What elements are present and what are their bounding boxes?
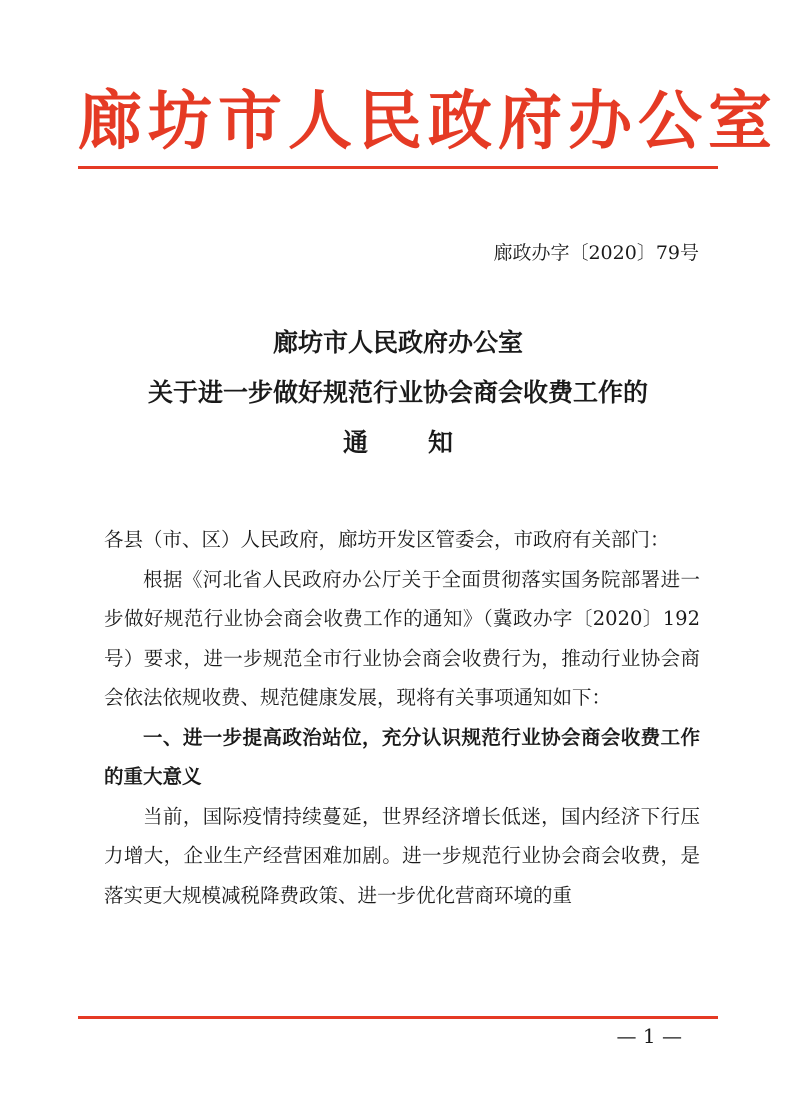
salutation: 各县（市、区）人民政府，廊坊开发区管委会，市政府有关部门： bbox=[104, 528, 670, 551]
document-number: 廊政办字〔2020〕79号 bbox=[493, 242, 699, 264]
footer-red-rule bbox=[78, 1016, 718, 1019]
masthead-title: 廊坊市人民政府办公室 bbox=[78, 84, 778, 159]
paragraph-intro: 根据《河北省人民政府办公厅关于全面贯彻落实国务院部署进一步做好规范行业协会商会收费工作的通知》（冀政办字〔2020〕192号）要求，进一步规范全市行业协会商会收费行为，推动行业协会商会依法依规收费、规范健康发展，现将有关事项通知如下： bbox=[104, 567, 700, 709]
title-line-3: 通知 bbox=[342, 428, 513, 457]
section-heading-1: 一、进一步提高政治站位，充分认识规范行业协会商会收费工作的重大意义 bbox=[104, 725, 700, 788]
document-title bbox=[78, 318, 718, 468]
title-line-2: 关于进一步做好规范行业协会商会收费工作的 bbox=[147, 378, 648, 407]
paragraph-2: 当前，国际疫情持续蔓延，世界经济增长低迷，国内经济下行压力增大，企业生产经营困难加剧。进一步规范行业协会商会收费，是落实更大规模减税降费政策、进一步优化营商环境的重 bbox=[104, 804, 700, 907]
title-line-1: 廊坊市人民政府办公室 bbox=[272, 328, 523, 357]
page-number: — 1 — bbox=[616, 1024, 682, 1048]
document-body bbox=[104, 520, 700, 915]
masthead-red-rule bbox=[78, 166, 718, 169]
